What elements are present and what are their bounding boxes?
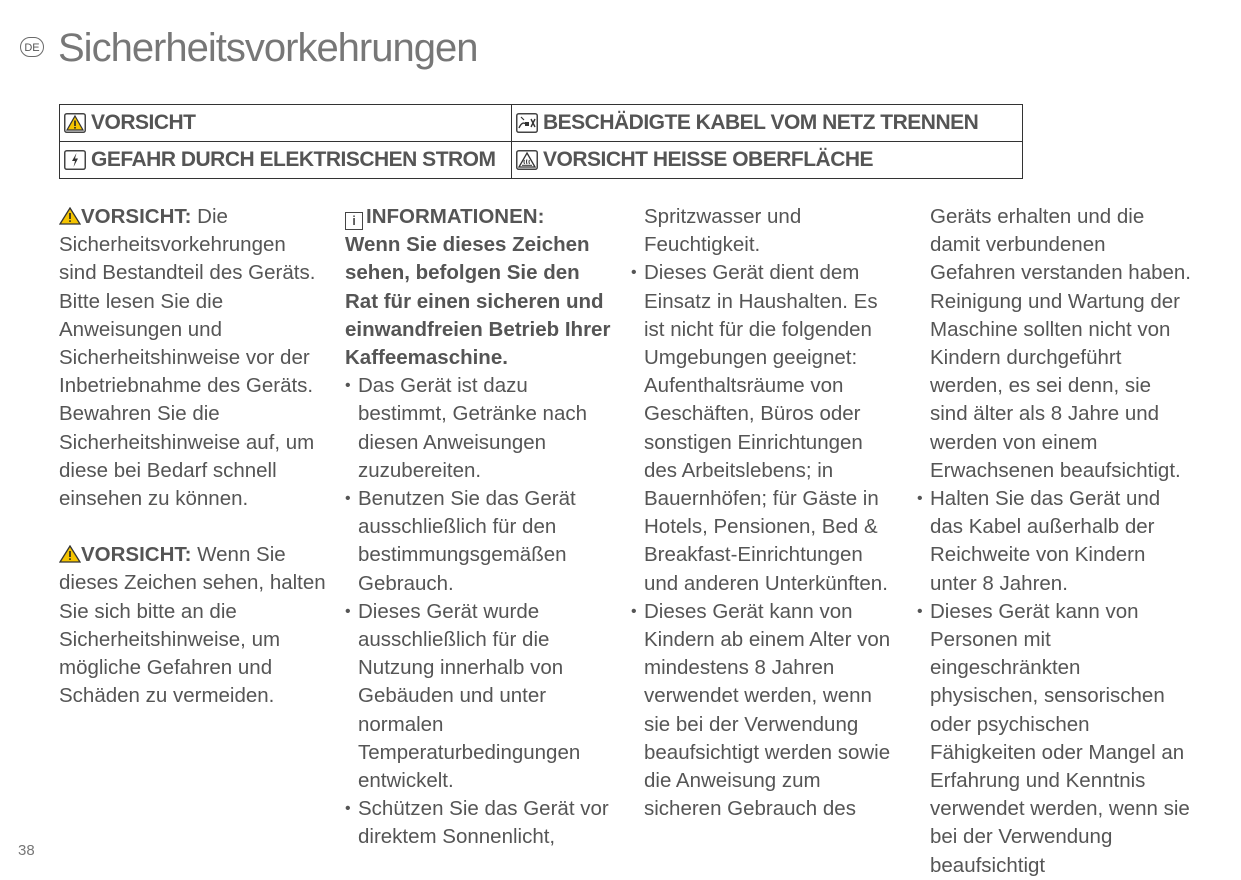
caution-paragraph: [59, 541, 329, 710]
legend-row: [60, 142, 1023, 179]
legend-label-vorsicht: VORSICHT: [91, 111, 196, 134]
list-item: • Dieses Gerät kann von Kindern ab einem Alter von mindestens 8 Jahren verwendet werden, wenn sie bei der Verwendung beaufsichtigt werden sowie die Anweisung zum sicheren Gebrauch des: [631, 598, 901, 824]
language-badge: DE: [20, 37, 44, 57]
list-item: • Benutzen Sie das Gerät ausschließlich für den bestimmungsgemäßen Gebrauch.: [345, 485, 615, 598]
page-title: Sicherheitsvorkehrungen: [58, 26, 478, 70]
legend-label-strom: GEFAHR DURCH ELEKTRISCHEN STROM: [91, 148, 496, 171]
list-item: • Dieses Gerät dient dem Einsatz in Haushalten. Es ist nicht für die folgenden Umgebungen geeignet: Aufenthaltsräume von Geschäften, Büros oder sonstigen Einrichtungen des Arbeitslebens; in Bauernhöfen; für Gäste in Hotels, Pensionen, Bed & Breakfast-Einrichtungen und anderen Unterkünften.: [631, 259, 901, 597]
column-2: [345, 203, 615, 852]
list-item-continuation: Spritzwasser und Feuchtigkeit.: [644, 205, 802, 257]
list-item-continuation: Geräts erhalten und die damit verbundenen Gefahren verstanden haben. Reinigung und Wartung der Maschine sollten nicht von Kindern durchgeführt werden, es sei denn, sie sind älter als 8 Jahre und werden von einem Erwachsenen beaufsichtigt.: [930, 205, 1191, 482]
legend-cell-kabel: [512, 105, 1023, 142]
legend-cell-vorsicht: [60, 105, 512, 142]
warning-triangle-icon: [59, 207, 81, 225]
legend-label-oberflaeche: VORSICHT HEISSE OBERFLÄCHE: [543, 148, 874, 171]
lightning-icon: [64, 150, 86, 170]
list-item: • Das Gerät ist dazu bestimmt, Getränke nach diesen Anweisungen zuzubereiten.: [345, 372, 615, 485]
legend-label-kabel: BESCHÄDIGTE KABEL VOM NETZ TRENNEN: [543, 111, 979, 134]
legend-cell-strom: [60, 142, 512, 179]
symbol-legend-table: [59, 104, 1023, 179]
info-paragraph: [345, 203, 615, 372]
caution-text: Die Sicherheitsvorkehrungen sind Bestandteil des Geräts. Bitte lesen Sie die Anweisungen und Sicherheitshinweise vor der Inbetriebnahme des Geräts. Bewahren Sie die Sicherheitshinweise auf, um diese bei Bedarf schnell einsehen zu können.: [59, 205, 316, 511]
page-number: 38: [18, 842, 35, 859]
caution-paragraph: [59, 203, 329, 513]
info-label: INFORMATIONEN:: [366, 205, 545, 228]
warning-triangle-icon: [59, 545, 81, 563]
list-item: • Dieses Gerät wurde ausschließlich für die Nutzung innerhalb von Gebäuden und unter normalen Temperaturbedingungen entwickelt.: [345, 598, 615, 795]
warning-triangle-icon: [64, 113, 86, 133]
list-item: • Schützen Sie das Gerät vor direktem Sonnenlicht,: [345, 795, 615, 851]
list-item: • Dieses Gerät kann von Personen mit eingeschränkten physischen, sensorischen oder psychischen Fähigkeiten oder Mangel an Erfahrung und Kenntnis verwendet werden, wenn sie bei der Verwendung beaufsichtigt: [917, 598, 1192, 880]
caution-label: VORSICHT:: [81, 205, 192, 228]
caution-text: Wenn Sie dieses Zeichen sehen, halten Sie sich bitte an die Sicherheitshinweise, um mögliche Gefahren und Schäden zu vermeiden.: [59, 543, 326, 708]
info-text: Wenn Sie dieses Zeichen sehen, befolgen Sie den Rat für einen sicheren und einwandfreien Betrieb Ihrer Kaffeemaschine.: [345, 233, 611, 370]
hot-surface-icon: [516, 150, 538, 170]
column-1: [59, 203, 329, 710]
legend-row: [60, 105, 1023, 142]
unplug-cable-icon: [516, 113, 538, 133]
caution-label: VORSICHT:: [81, 543, 192, 567]
list-item: • Halten Sie das Gerät und das Kabel außerhalb der Reichweite von Kindern unter 8 Jahren.: [917, 485, 1192, 598]
info-icon: i: [345, 212, 363, 230]
column-4: [917, 203, 1192, 880]
column-3: [631, 203, 901, 823]
legend-cell-oberflaeche: [512, 142, 1023, 179]
